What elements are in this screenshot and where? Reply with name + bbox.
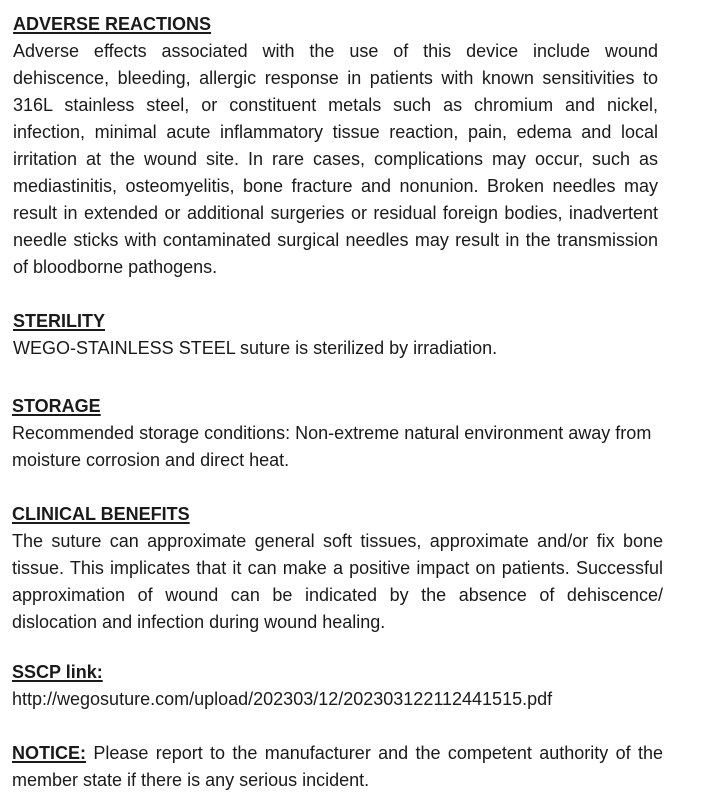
sscp-link-line (12, 686, 692, 713)
notice-body: Please report to the manufacturer and the competent authority of the member state if there is any serious incident. (12, 743, 663, 790)
storage-heading: STORAGE (12, 396, 101, 416)
notice-label: NOTICE: (12, 743, 86, 763)
clinical-benefits-text: The suture can approximate general soft tissues, approximate and/or fix bone tissue. This implicates that it can make a positive impact on patients. Successful approximation of wound can be indicated by the absence of dehiscence/ dislocation and infection during wound healing. (12, 531, 663, 632)
sscp-link[interactable]: http://wegosuture.com/upload/202303/12/202303122112441515.pdf (12, 689, 553, 709)
notice-text (12, 740, 663, 794)
sterility-text: WEGO-STAINLESS STEEL suture is sterilized by irradiation. (13, 338, 498, 358)
sscp-link-heading: SSCP link: (12, 662, 103, 682)
storage-text: Recommended storage conditions: Non-extreme natural environment away from moisture corrosion and direct heat. (12, 423, 652, 470)
adverse-reactions-heading: ADVERSE REACTIONS (13, 14, 212, 34)
sterility-heading: STERILITY (13, 311, 106, 331)
adverse-reactions-text: Adverse effects associated with the use of this device include wound dehiscence, bleeding, allergic response in patients with known sensitivities to 316L stainless steel, or constituent metals such as chromium and nickel, infection, minimal acute inflammatory tissue reaction, pain, edema and local irritation at the wound site. In rare cases, complications may occur, such as mediastinitis, osteomyelitis, bone fracture and nonunion. Broken needles may result in extended or additional surgeries or residual foreign bodies, inadvertent needle sticks with contaminated surgical needles may result in the transmission of bloodborne pathogens. (13, 41, 658, 277)
clinical-benefits-heading: CLINICAL BENEFITS (12, 504, 190, 524)
